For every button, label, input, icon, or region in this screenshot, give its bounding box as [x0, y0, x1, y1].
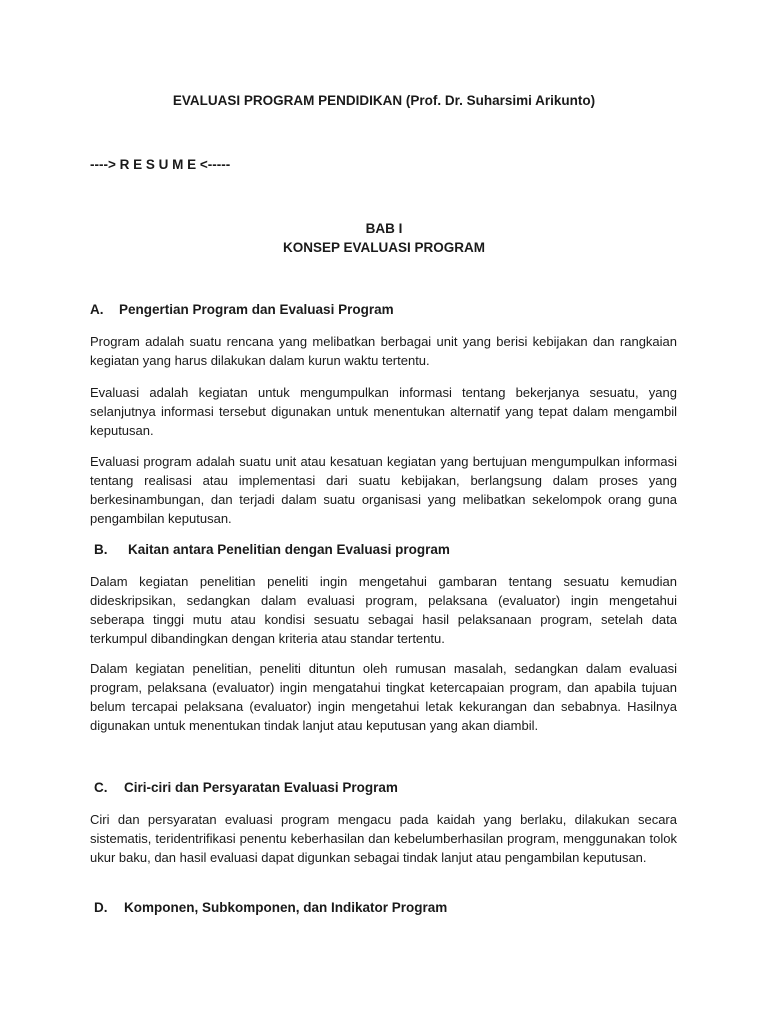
section-a-letter: A.	[90, 302, 104, 317]
resume-label: ----> R E S U M E <-----	[90, 157, 231, 172]
section-c-paragraph-1: Ciri dan persyaratan evaluasi program mengacu pada kaidah yang berlaku, dilakukan secara sistematis, teridentrifikasi penentu keberhasilan dan kebelumberhasilan program, menggunakan tolok ukur baku, dan hasil evaluasi dapat digunkan sebagai tindak lanjut atau pengambilan keputusan.	[90, 812, 677, 865]
chapter-heading	[0, 219, 768, 257]
section-c-heading	[94, 779, 398, 797]
document-title: EVALUASI PROGRAM PENDIDIKAN (Prof. Dr. Suharsimi Arikunto)	[172, 93, 596, 108]
section-a-paragraph-3: Evaluasi program adalah suatu unit atau kesatuan kegiatan yang bertujuan mengumpulkan informasi tentang realisasi atau implementasi dari suatu kebijakan, berlangsung dalam proses yang berkesinambungan, dan terjadi dalam suatu organisasi yang melibatkan sekelompok orang guna pengambilan keputusan.	[90, 454, 677, 526]
section-b-paragraph-2: Dalam kegiatan penelitian, peneliti dituntun oleh rumusan masalah, sedangkan dalam evaluasi program, pelaksana (evaluator) ingin mengatahui tingkat ketercapaian program, dan apabila tujuan belum tercapai pelaksana (evaluator) ingin mengetahui letak kekurangan dan sebabnya. Hasilnya digunakan untuk menentukan tindak lanjut atau keputusan yang akan diambil.	[90, 661, 677, 733]
section-a-paragraph-1: Program adalah suatu rencana yang melibatkan berbagai unit yang berisi kebijakan dan rangkaian kegiatan yang harus dilakukan dalam kurun waktu tertentu.	[90, 334, 677, 368]
section-b-paragraph-1: Dalam kegiatan penelitian peneliti ingin mengetahui gambaran tentang sesuatu kemudian dideskripsikan, sedangkan dalam evaluasi program, pelaksana (evaluator) ingin mengetahui seberapa tinggi mutu atau kondisi sesuatu sebagai hasil pelaksanaan program, setelah data terkumpul dibandingkan dengan kriteria atau standar tertentu.	[90, 574, 677, 646]
section-a-title: Pengertian Program dan Evaluasi Program	[119, 302, 394, 317]
section-a-paragraph-2: Evaluasi adalah kegiatan untuk mengumpulkan informasi tentang bekerjanya sesuatu, yang selanjutnya informasi tersebut digunakan untuk menentukan alternatif yang tepat dalam mengambil keputusan.	[90, 385, 677, 438]
section-c-title: Ciri-ciri dan Persyaratan Evaluasi Program	[124, 780, 398, 795]
chapter-title: KONSEP EVALUASI PROGRAM	[282, 240, 486, 255]
section-b-heading	[94, 541, 450, 559]
section-b-title: Kaitan antara Penelitian dengan Evaluasi program	[128, 542, 450, 557]
section-d-title: Komponen, Subkomponen, dan Indikator Program	[124, 900, 448, 915]
section-d-letter: D.	[94, 900, 108, 915]
section-a-heading	[90, 301, 394, 319]
section-c-letter: C.	[94, 780, 108, 795]
section-d-heading	[94, 899, 447, 917]
chapter-number: BAB I	[365, 221, 403, 236]
section-b-letter: B.	[94, 542, 108, 557]
